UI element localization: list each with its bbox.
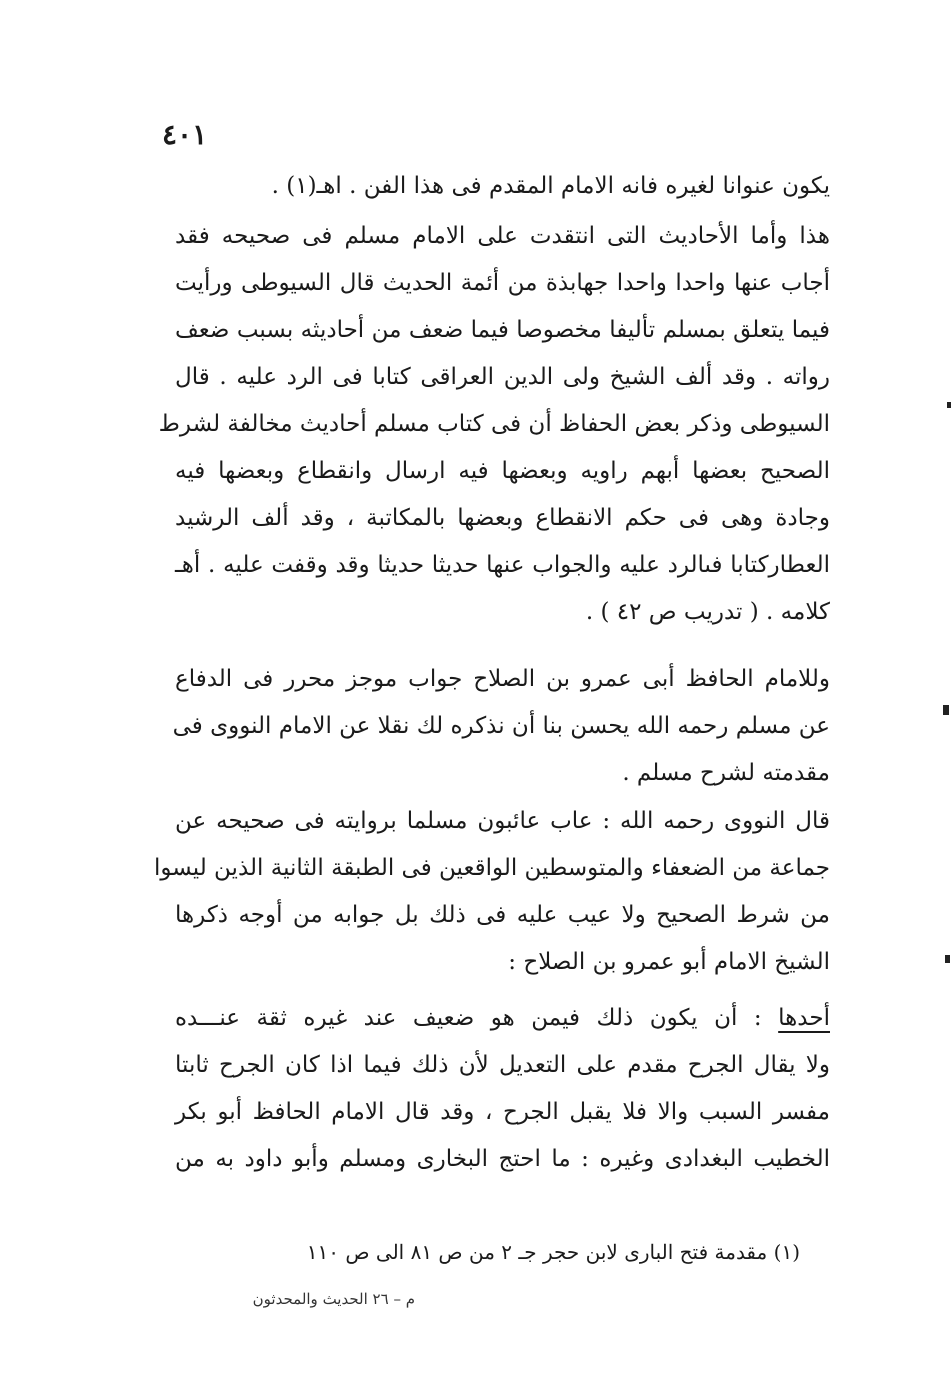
text-line: ولا يقال الجرح مقدم على التعديل لأن ذلك فيما اذا كان الجرح ثابتا [175, 1052, 830, 1078]
paragraph-continuation [175, 163, 830, 210]
text-line: أجاب عنها واحدا واحدا جهابذة من أئمة الحديث قال السيوطى ورأيت [175, 270, 830, 296]
scan-edge-mark [947, 402, 951, 408]
text-line: يكون عنوانا لغيره فانه الامام المقدم فى هذا الفن . اهـ(١) . [271, 173, 830, 199]
text-line-first-reason [175, 995, 830, 1042]
text-line: الصحيح بعضها أبهم راويه وبعضها فيه ارسال وانقطاع وبعضها فيه [175, 458, 830, 484]
text-line: هذا وأما الأحاديث التى انتقدت على الامام مسلم فى صحيحه فقد [175, 223, 830, 249]
text-line: وللامام الحافظ أبى عمرو بن الصلاح جواب موجز محرر فى الدفاع [175, 666, 830, 692]
paragraph-first-reason [175, 995, 830, 1183]
underlined-heading: أحدها [778, 1005, 830, 1031]
text-line: عن مسلم رحمه الله يحسن بنا أن نذكره لك نقلا عن الامام النووى فى [172, 713, 830, 739]
text-line: الخطيب البغدادى وغيره : ما احتج البخارى ومسلم وأبو داود به من [175, 1146, 830, 1172]
text-line: مقدمته لشرح مسلم . [622, 760, 830, 786]
paragraph-ibn-salah [172, 656, 830, 797]
text-line: رواته . وقد ألف الشيخ ولى الدين العراقى كتابا فى الرد عليه . قال [175, 364, 830, 390]
paragraph-criticized-hadiths [158, 213, 830, 636]
text-line: الشيخ الامام أبو عمرو بن الصلاح : [508, 949, 830, 975]
text-line: العطاركتابا فىالرد عليه والجواب عنها حديثا حديثا وقد وقفت عليه . أهـ [175, 552, 830, 578]
text-line: من شرط الصحيح ولا عيب عليه فى ذلك بل جوابه من أوجه ذكرها [175, 902, 830, 928]
text-line: وجادة وهى فى حكم الانقطاع وبعضها بالمكاتبة ، وقد ألف الرشيد [175, 505, 830, 531]
scan-edge-mark [943, 705, 949, 715]
text-line: جماعة من الضعفاء والمتوسطين الواقعين فى الطبقة الثانية الذين ليسوا [154, 855, 830, 881]
text-line: مفسر السبب والا فلا يقبل الجرح ، وقد قال الامام الحافظ أبو بكر [175, 1099, 830, 1125]
scan-edge-mark [945, 955, 950, 963]
text-line: فيما يتعلق بمسلم تأليفا مخصوصا فيما ضعف من أحاديثه بسبب ضعف [175, 317, 830, 343]
text-line: قال النووى رحمه الله : عاب عائبون مسلما بروايته فى صحيحه عن [175, 808, 830, 834]
paragraph-nawawi [154, 798, 830, 986]
page-number: ٤٠١ [162, 118, 208, 151]
text-line-rest: : أن يكون ذلك فيمن هو ضعيف عند غيره ثقة عنـــده [175, 1005, 779, 1031]
text-line: السيوطى وذكر بعض الحفاظ أن فى كتاب مسلم أحاديث مخالفة لشرط [158, 411, 830, 437]
text-line: كلامه . ( تدريب ص ٤٢ ) . [585, 599, 830, 625]
footnote: (١) مقدمة فتح البارى لابن حجر جـ ٢ من ص ٨١ الى ص ١١٠ [306, 1240, 800, 1264]
signature-line: م – ٢٦ الحديث والمحدثون [252, 1290, 415, 1308]
